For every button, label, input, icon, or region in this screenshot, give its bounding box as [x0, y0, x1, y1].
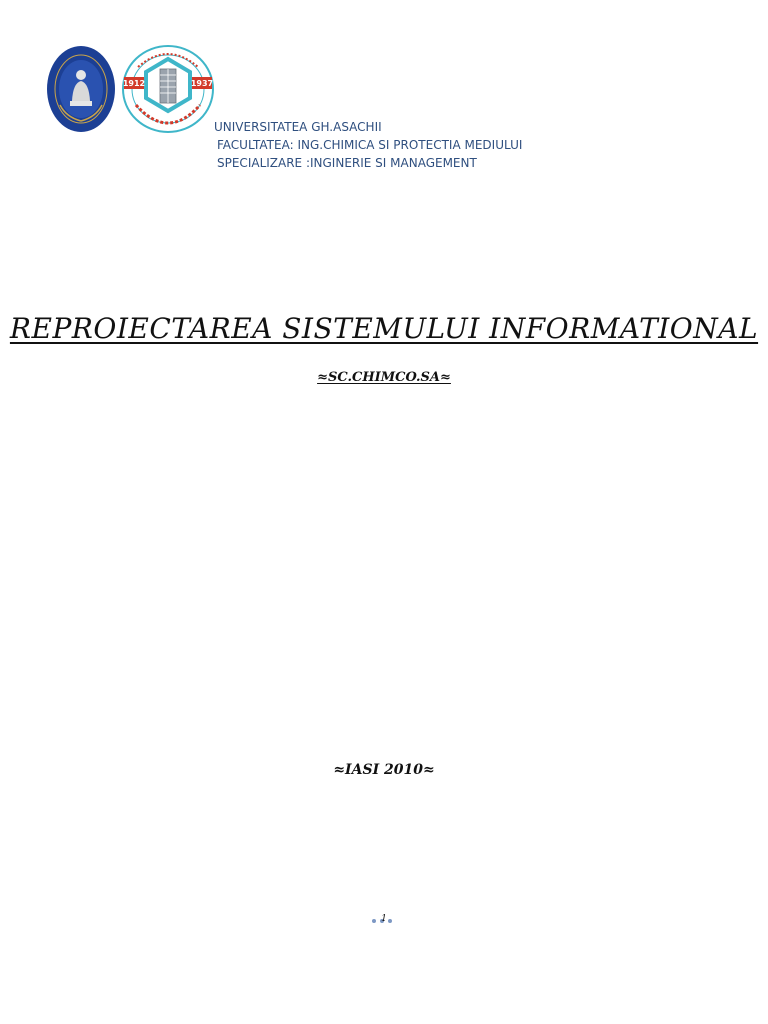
specialization-name: SPECIALIZARE :INGINERIE SI MANAGEMENT: [217, 156, 477, 170]
place-and-year: ≈IASI 2010≈: [333, 762, 435, 778]
university-seal-logo: [46, 45, 116, 133]
page-number: 1: [381, 914, 387, 924]
document-title: REPROIECTAREA SISTEMULUI INFORMATIONAL: [9, 312, 759, 345]
company-subtitle: ≈SC.CHIMCO.SA≈: [317, 370, 451, 385]
faculty-logo-year-1912: 1912: [122, 79, 146, 88]
university-name: UNIVERSITATEA GH.ASACHII: [214, 120, 382, 134]
faculty-logo: [122, 45, 214, 133]
faculty-name: FACULTATEA: ING.CHIMICA SI PROTECTIA MEDIULUI: [217, 138, 523, 152]
institution-header: [214, 118, 522, 172]
faculty-logo-year-1937: 1937: [190, 79, 214, 88]
